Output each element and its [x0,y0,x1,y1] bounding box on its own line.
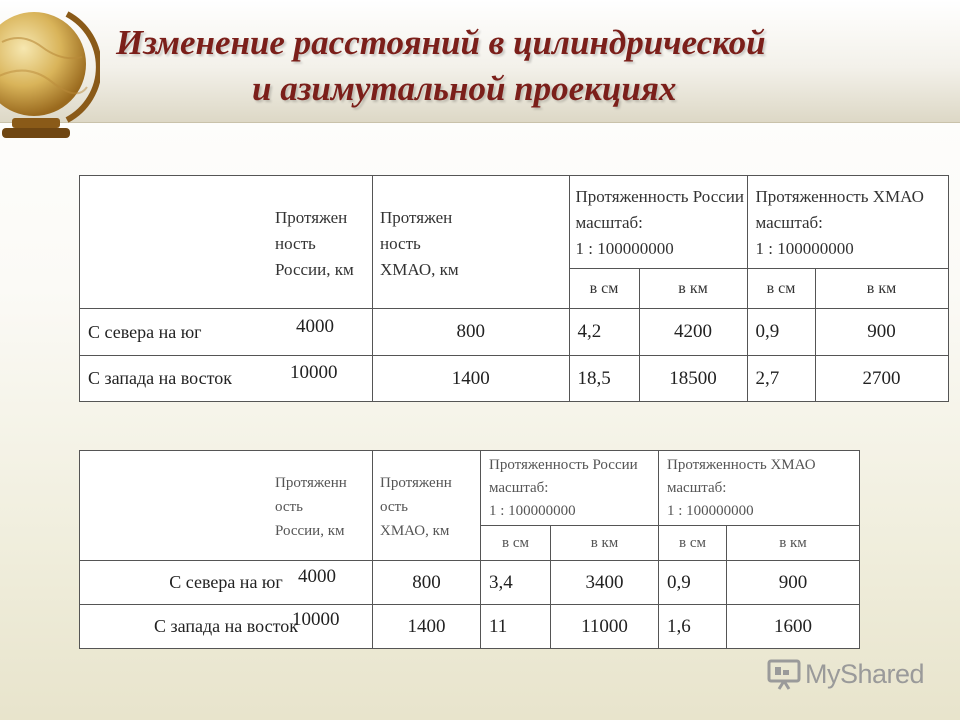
cell-hmao-km: 1400 [373,356,570,402]
row-label: С севера на юг [80,309,373,356]
t1-hmao-header-l3: ХМАО, км [380,260,459,279]
t2-hmao-header-l3: ХМАО, км [380,523,450,539]
header-russia-title: Протяженность России [575,187,744,206]
cell-hmao-km: 800 [373,561,481,605]
header-russia-group [481,451,659,526]
t2-hmao-header-l1: Протяженн [380,475,452,491]
t1-russia-header-l1: Протяжен [275,208,348,227]
t2-col-divider [372,450,373,649]
header-russia-scale: 1 : 100000000 [575,239,674,258]
header-hmao-scale-label: масштаб: [755,213,823,232]
t2-hmao-header [380,471,452,543]
header-hmao-scale: 1 : 100000000 [755,239,854,258]
cell-ru-cm: 4,2 [569,309,639,356]
sub-header-hm-cm: в см [747,269,815,309]
header-russia-group [569,176,747,269]
cell-ru-cm: 3,4 [481,561,551,605]
azimuthal-table [79,450,860,649]
cell-hm-km: 2700 [815,356,948,402]
title-line-2: и азимутальной проекциях [252,69,677,108]
globe-icon [0,2,100,142]
cell-hm-km: 900 [727,561,860,605]
header-hmao-title: Протяженность ХМАО [667,457,816,473]
t2-russia-header-l2: ость [275,499,303,515]
cell-ru-km: 4200 [639,309,747,356]
t1-hmao-header-l2: ность [380,234,421,253]
cylindrical-table [79,175,949,402]
t1-row2-russia-km: 10000 [290,362,338,383]
sub-header-ru-cm: в см [569,269,639,309]
header-hmao-scale: 1 : 100000000 [667,503,754,519]
sub-header-hm-km: в км [815,269,948,309]
cell-ru-km: 11000 [551,605,659,649]
header-russia-scale-label: масштаб: [489,480,549,496]
header-russia-title: Протяженность России [489,457,638,473]
cell-hm-cm: 1,6 [659,605,727,649]
cell-ru-km: 3400 [551,561,659,605]
cell-ru-cm: 18,5 [569,356,639,402]
header-russia-scale-label: масштаб: [575,213,643,232]
presentation-icon [767,658,801,690]
t1-row1-russia-km: 4000 [296,316,334,337]
t2-russia-header [275,471,347,543]
t1-russia-header-l2: ность [275,234,316,253]
sub-header-hm-cm: в см [659,526,727,561]
header-hmao-group [659,451,860,526]
header-hmao-scale-label: масштаб: [667,480,727,496]
t1-russia-header-l3: России, км [275,260,354,279]
cell-hmao-km: 800 [373,309,570,356]
watermark [767,654,937,694]
header-russia-scale: 1 : 100000000 [489,503,576,519]
row-label: С запада на восток [80,605,373,649]
t1-russia-header [275,205,354,283]
t2-hmao-header-l2: ость [380,499,408,515]
row-label: С запада на восток [80,356,373,402]
sub-header-ru-km: в км [551,526,659,561]
cell-hm-cm: 0,9 [747,309,815,356]
sub-header-hm-km: в км [727,526,860,561]
cell-hmao-km: 1400 [373,605,481,649]
cell-hm-km: 900 [815,309,948,356]
t1-hmao-header [380,205,459,283]
cell-hm-cm: 2,7 [747,356,815,402]
header-hmao-group [747,176,948,269]
t2-russia-header-l1: Протяженн [275,475,347,491]
sub-header-ru-cm: в см [481,526,551,561]
t2-russia-header-l3: России, км [275,523,345,539]
t1-col-divider [372,175,373,402]
t1-hmao-header-l1: Протяжен [380,208,453,227]
title-line-1: Изменение расстояний в цилиндрической [116,23,766,62]
cell-ru-km: 18500 [639,356,747,402]
header-hmao-title: Протяженность ХМАО [755,187,924,206]
cell-hm-km: 1600 [727,605,860,649]
t2-row1-russia-km: 4000 [298,566,336,587]
watermark-text: MyShared [805,658,925,689]
cell-hm-cm: 0,9 [659,561,727,605]
cell-ru-cm: 11 [481,605,551,649]
sub-header-ru-km: в км [639,269,747,309]
row-label: С севера на юг [80,561,373,605]
page-title [100,20,950,112]
t2-row2-russia-km: 10000 [292,609,340,630]
